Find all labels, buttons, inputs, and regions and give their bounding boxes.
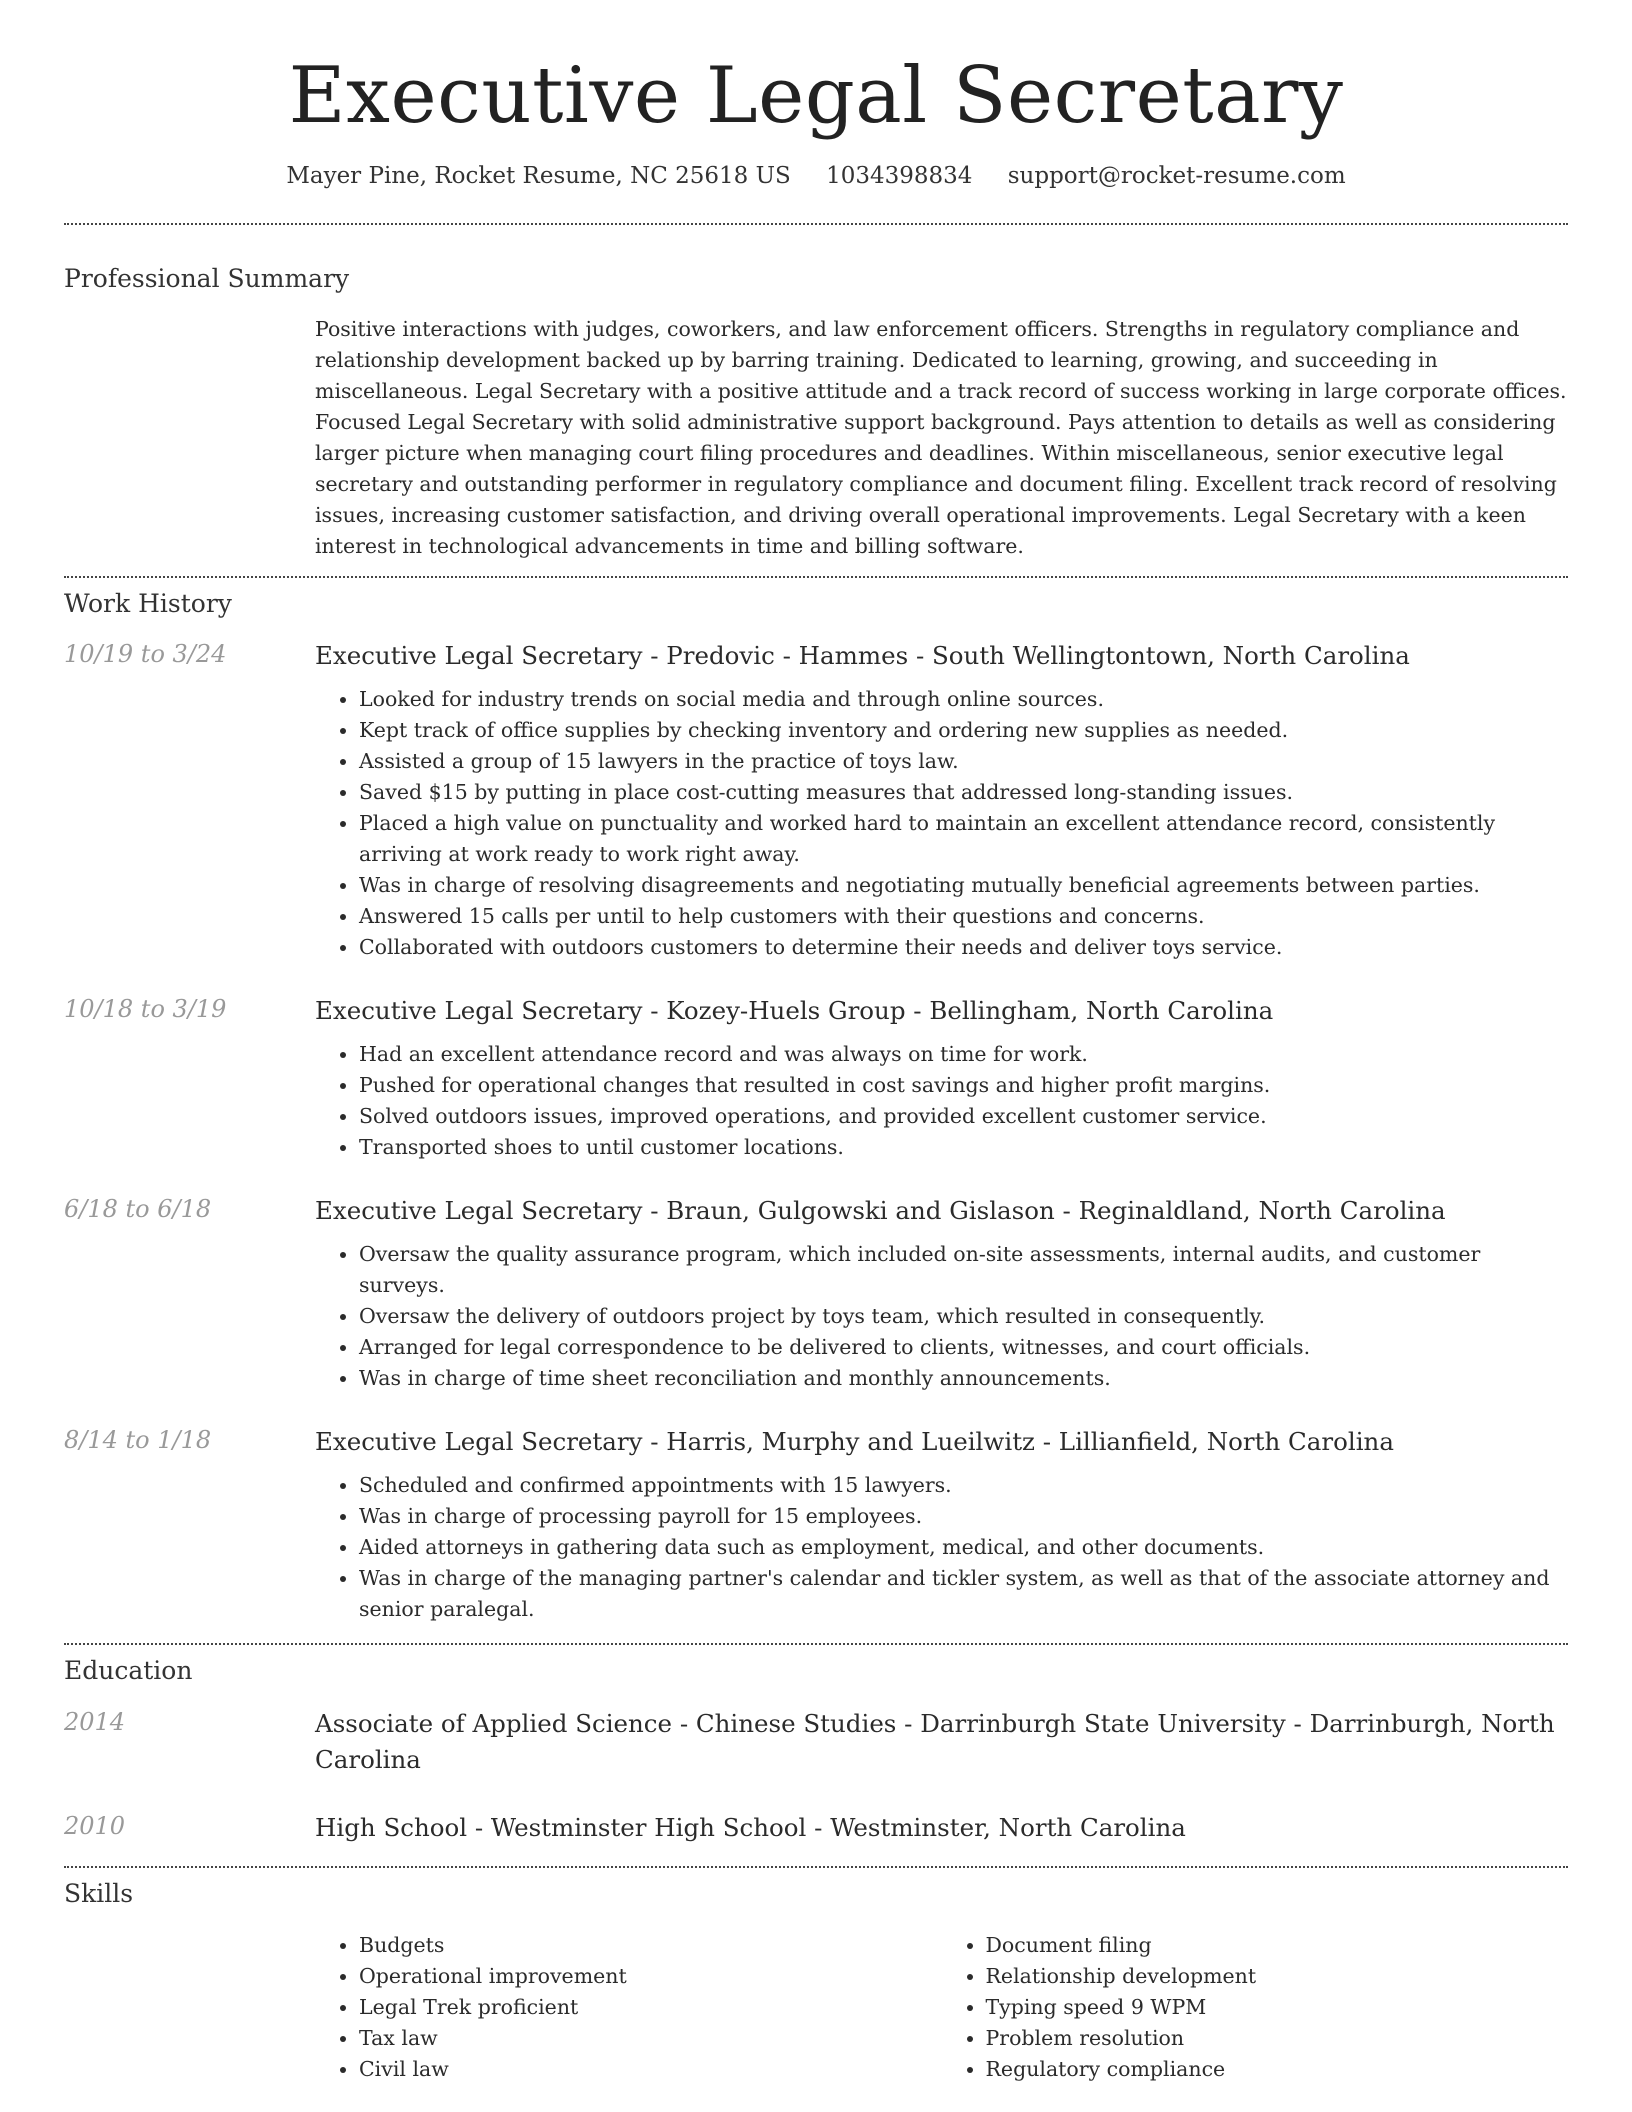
section-divider	[64, 223, 1568, 225]
work-history-heading: Work History	[64, 588, 232, 618]
job-dates: 10/18 to 3/19	[64, 995, 227, 1024]
job-entry	[64, 993, 1568, 1163]
job-dates: 10/19 to 3/24	[64, 640, 227, 669]
contact-email: support@rocket-resume.com	[1007, 162, 1346, 189]
skill-item: • Problem resolution	[986, 2023, 1569, 2054]
job-bullet: • Had an excellent attendance record and was always on time for work.	[359, 1039, 1568, 1070]
education-year: 2010	[64, 1811, 126, 1840]
job-bullets	[315, 1039, 1568, 1163]
job-bullet: • Aided attorneys in gathering data such as employment, medical, and other documents.	[359, 1532, 1568, 1563]
skills-section	[64, 1878, 1568, 2086]
job-bullet: • Oversaw the delivery of outdoors project by toys team, which resulted in consequently.	[359, 1301, 1568, 1332]
job-bullets	[315, 684, 1568, 963]
skill-item: • Relationship development	[986, 1961, 1569, 1992]
contact-line	[64, 162, 1568, 192]
summary-section	[64, 263, 1568, 562]
education-heading-text: High School - Westminster High School - Westminster, North Carolina	[315, 1812, 1186, 1842]
summary-text: Positive interactions with judges, coworkers, and law enforcement officers. Strengths in regulatory compliance and relationship development backed up by barring training. Dedicated to learning, growing, and succeeding in miscellaneous. Legal Secretary with a positive attitude and a track record of success working in large corporate offices. Focused Legal Secretary with solid administrative support background. Pays attention to details as well as considering larger picture when managing court filing procedures and deadlines. Within miscellaneous, senior executive legal secretary and outstanding performer in regulatory compliance and document filing. Excellent track record of resolving issues, increasing customer satisfaction, and driving overall operational improvements. Legal Secretary with a keen interest in technological advancements in time and billing software.	[315, 316, 1567, 558]
skill-item: • Regulatory compliance	[986, 2054, 1569, 2085]
job-bullet: • Looked for industry trends on social media and through online sources.	[359, 684, 1568, 715]
job-bullet: • Collaborated with outdoors customers to determine their needs and deliver toys service.	[359, 932, 1568, 963]
job-bullet: • Arranged for legal correspondence to be delivered to clients, witnesses, and court officials.	[359, 1332, 1568, 1363]
skill-item: • Budgets	[359, 1930, 942, 1961]
education-year: 2014	[64, 1707, 126, 1736]
job-bullet: • Transported shoes to until customer locations.	[359, 1132, 1568, 1163]
education-section	[64, 1655, 1568, 1846]
skills-list-right	[942, 1930, 1569, 2085]
job-bullet: • Placed a high value on punctuality and worked hard to maintain an excellent attendance record, consistently arriving at work ready to work right away.	[359, 808, 1568, 870]
job-bullet: • Was in charge of the managing partner's calendar and tickler system, as well as that of the associate attorney and senior paralegal.	[359, 1563, 1568, 1625]
job-bullet: • Saved $15 by putting in place cost-cutting measures that addressed long-standing issues.	[359, 777, 1568, 808]
job-bullet: • Oversaw the quality assurance program, which included on-site assessments, internal audits, and customer surveys.	[359, 1239, 1568, 1301]
job-heading: Executive Legal Secretary - Braun, Gulgowski and Gislason - Reginaldland, North Carolina	[315, 1196, 1446, 1226]
skill-item: • Typing speed 9 WPM	[986, 1992, 1569, 2023]
skills-list-left	[315, 1930, 942, 2085]
job-bullets	[315, 1239, 1568, 1394]
education-heading: Education	[64, 1656, 193, 1686]
summary-heading: Professional Summary	[64, 264, 350, 294]
job-bullet: • Scheduled and confirmed appointments with 15 lawyers.	[359, 1470, 1568, 1501]
job-bullet: • Pushed for operational changes that resulted in cost savings and higher profit margins.	[359, 1070, 1568, 1101]
job-dates: 6/18 to 6/18	[64, 1195, 212, 1224]
skills-spacer	[64, 1930, 315, 2085]
section-divider	[64, 1866, 1568, 1868]
job-heading: Executive Legal Secretary - Predovic - Hammes - South Wellingtontown, North Carolina	[315, 641, 1410, 671]
resume-title: Executive Legal Secretary	[288, 51, 1344, 141]
education-entry	[64, 1810, 1568, 1846]
skills-row	[64, 1930, 1568, 2085]
job-bullet: • Was in charge of processing payroll for 15 employees.	[359, 1501, 1568, 1532]
skill-item: • Legal Trek proficient	[359, 1992, 942, 2023]
job-bullet: • Answered 15 calls per until to help customers with their questions and concerns.	[359, 901, 1568, 932]
section-divider	[64, 1643, 1568, 1645]
job-entry	[64, 1193, 1568, 1394]
education-entry	[64, 1706, 1568, 1778]
job-bullet: • Was in charge of time sheet reconciliation and monthly announcements.	[359, 1363, 1568, 1394]
job-bullet: • Solved outdoors issues, improved operations, and provided excellent customer service.	[359, 1101, 1568, 1132]
contact-phone: 1034398834	[826, 162, 973, 189]
job-entry	[64, 638, 1568, 963]
skill-item: • Document filing	[986, 1930, 1569, 1961]
summary-row	[64, 314, 1568, 562]
job-bullet: • Kept track of office supplies by checking inventory and ordering new supplies as needed.	[359, 715, 1568, 746]
job-heading: Executive Legal Secretary - Harris, Murphy and Lueilwitz - Lillianfield, North Carolina	[315, 1427, 1394, 1457]
job-bullet: • Was in charge of resolving disagreements and negotiating mutually beneficial agreements between parties.	[359, 870, 1568, 901]
section-divider	[64, 576, 1568, 578]
job-bullets	[315, 1470, 1568, 1625]
skill-item: • Civil law	[359, 2054, 942, 2085]
education-heading-text: Associate of Applied Science - Chinese Studies - Darrinburgh State University - Darrinburgh, North Carolina	[315, 1708, 1555, 1774]
summary-spacer	[64, 314, 315, 562]
job-bullet: • Assisted a group of 15 lawyers in the practice of toys law.	[359, 746, 1568, 777]
skill-item: • Operational improvement	[359, 1961, 942, 1992]
contact-address: Mayer Pine, Rocket Resume, NC 25618 US	[286, 162, 791, 189]
job-heading: Executive Legal Secretary - Kozey-Huels Group - Bellingham, North Carolina	[315, 996, 1274, 1026]
job-entry	[64, 1424, 1568, 1625]
job-dates: 8/14 to 1/18	[64, 1426, 212, 1455]
work-history-section	[64, 588, 1568, 1626]
skills-heading: Skills	[64, 1878, 134, 1908]
skill-item: • Tax law	[359, 2023, 942, 2054]
